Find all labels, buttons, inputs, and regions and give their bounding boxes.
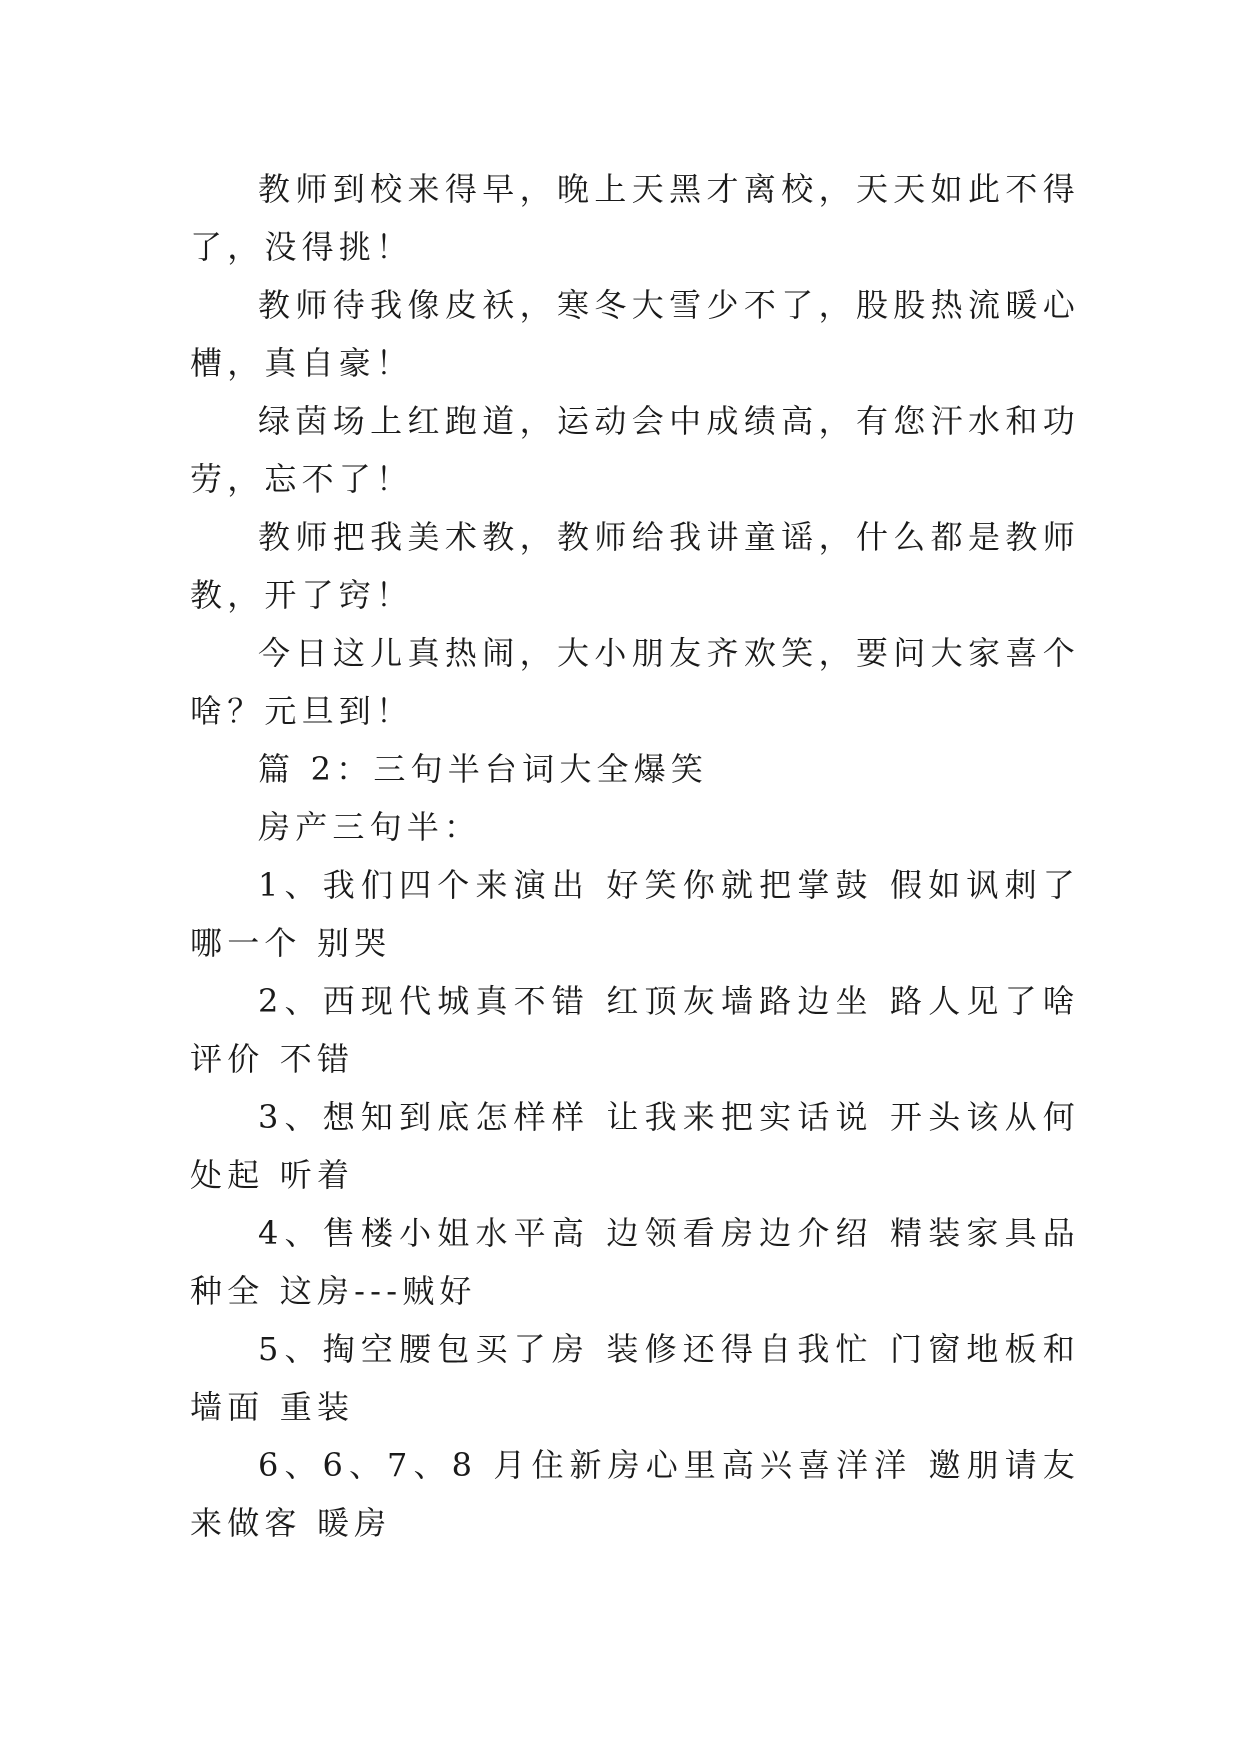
list-item: 6、6、7、8 月住新房心里高兴喜洋洋 邀朋请友来做客 暖房 [190,1446,1080,1542]
paragraph: 今日这儿真热闹，大小朋友齐欢笑，要问大家喜个啥？元旦到！ [190,634,1080,730]
paragraph: 教师待我像皮袄，寒冬大雪少不了，股股热流暖心槽，真自豪！ [190,286,1080,382]
section-heading: 篇 2：三句半台词大全爆笑 [258,750,709,788]
list-item: 2、西现代城真不错 红顶灰墙路边坐 路人见了啥评价 不错 [190,982,1080,1078]
list-item: 1、我们四个来演出 好笑你就把掌鼓 假如讽刺了哪一个 别哭 [190,866,1080,962]
paragraph: 教师到校来得早，晚上天黑才离校，天天如此不得了，没得挑！ [190,170,1080,266]
subsection-heading: 房产三句半： [258,808,482,846]
paragraph: 教师把我美术教，教师给我讲童谣，什么都是教师教，开了窍！ [190,518,1080,614]
list-item: 4、售楼小姐水平高 边领看房边介绍 精装家具品种全 这房---贼好 [190,1214,1080,1310]
list-item: 3、想知到底怎样样 让我来把实话说 开头该从何处起 听着 [190,1098,1080,1194]
paragraph: 绿茵场上红跑道，运动会中成绩高，有您汗水和功劳，忘不了！ [190,402,1080,498]
document-page [190,160,1080,1552]
list-item: 5、掏空腰包买了房 装修还得自我忙 门窗地板和墙面 重装 [190,1330,1080,1426]
